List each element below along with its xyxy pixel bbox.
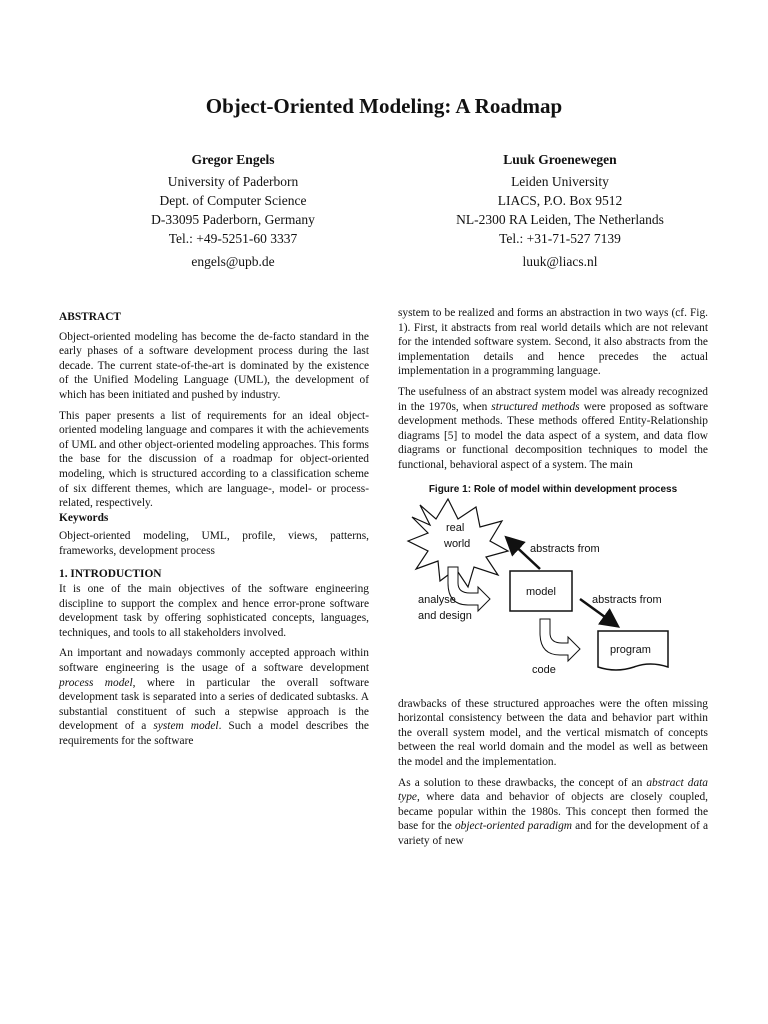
text-run: . Such a model describes the requirements for the software xyxy=(59,720,369,748)
author-block-1 xyxy=(83,150,383,271)
emphasis-text: object-oriented paradigm xyxy=(454,820,572,833)
author-affiliation-line: LIACS, P.O. Box 9512 xyxy=(497,193,623,208)
model-label: model xyxy=(526,586,556,599)
emphasis-text: abstract data type xyxy=(398,776,709,804)
left-column xyxy=(59,310,369,755)
text-run: , where data and behavior of objects are closely coupled, became popular within the 1980s. This concept then formed the base for the xyxy=(398,791,708,833)
author-block-2 xyxy=(410,150,710,271)
abstract-heading: ABSTRACT xyxy=(59,311,122,323)
text-run: An important and nowadays commonly accepted approach within software engineering is the usage of a software development xyxy=(59,647,369,675)
figure-1 xyxy=(398,483,708,683)
intro-paragraph: It is one of the main objectives of the software engineering discipline to support the complex and hence error-prone software development task by offering sophisticated concepts, languages, techniques, and tools to all stakeholders involved. xyxy=(59,583,369,639)
figure-caption: Figure 1: Role of model within development process xyxy=(428,483,678,495)
program-label: program xyxy=(610,644,651,657)
figure-diagram xyxy=(398,497,708,677)
keywords-text: Object-oriented modeling, UML, profile, views, patterns, frameworks, development process xyxy=(59,530,369,557)
code-arrow-icon xyxy=(540,619,580,661)
code-label: code xyxy=(532,664,556,677)
emphasis-text: process model xyxy=(59,676,133,689)
emphasis-text: structured methods xyxy=(491,400,580,413)
author-affiliation-line: University of Paderborn xyxy=(167,174,299,189)
world-label: world xyxy=(444,538,471,551)
text-run: The usefulness of an abstract system model was already recognized in the 1970s, when xyxy=(398,385,708,413)
body-paragraph: drawbacks of these structured approaches were the often missing horizontal consistency between the data and behavior part within the overall system model, and the vertical mismatch of concepts between the real world domain and the model as well as between the model and the implementation. xyxy=(398,697,708,768)
and-design-label: and design xyxy=(418,610,472,623)
author-name: Luuk Groenewegen xyxy=(503,152,617,167)
abstracts-from-top-label: abstracts from xyxy=(530,543,600,556)
paper-title: Object-Oriented Modeling: A Roadmap xyxy=(205,94,563,118)
right-column xyxy=(398,306,708,854)
real-label: real xyxy=(446,522,465,535)
section-heading-introduction: 1. INTRODUCTION xyxy=(59,567,162,580)
body-paragraph xyxy=(398,776,708,849)
emphasis-text: system model xyxy=(153,720,219,733)
text-run: As a solution to these drawbacks, the concept of an xyxy=(398,776,647,789)
abstract-paragraph: Object-oriented modeling has become the de-facto standard in the early phases of a software development process during the last decade. The current state-of-the-art is dominated by the existence of the Unified Modeling Language (UML), the development of which has been initiated and pushed by industry. xyxy=(59,330,369,401)
author-phone: Tel.: +31-71-527 7139 xyxy=(499,231,621,246)
author-email: engels@upb.de xyxy=(191,254,275,269)
intro-paragraph xyxy=(59,646,369,748)
author-affiliation-line: Dept. of Computer Science xyxy=(159,193,307,208)
abstracts-from-right-label: abstracts from xyxy=(592,594,662,607)
text-run: , where in particular the overall software development task is separated into a series of dedicated subtasks. A substantial constituent of such a stepwise approach is the development of a xyxy=(59,676,370,733)
author-affiliation-line: D-33095 Paderborn, Germany xyxy=(151,212,315,227)
author-affiliation-line: NL-2300 RA Leiden, The Netherlands xyxy=(456,212,664,227)
author-name: Gregor Engels xyxy=(191,152,275,167)
author-phone: Tel.: +49-5251-60 3337 xyxy=(168,231,298,246)
body-paragraph: system to be realized and forms an abstraction in two ways (cf. Fig. 1). First, it abstracts from real world details which are not relevant for the intended software system. Second, it also abstracts from the implementation details and hence precedes the actual implementation in a programming language. xyxy=(398,307,708,378)
text-run: were proposed as software development methods. These methods offered Entity-Relationship diagrams [5] to model the data aspect of a system, and data flow diagrams or functional decomposition techniques to model the functional, behavioral aspect of a system. The main xyxy=(398,400,709,471)
abstract-paragraph: This paper presents a list of requirements for an ideal object-oriented modeling language and compares it with the achievements of UML and other object-oriented modeling approaches. This forms the base for the discussion of a roadmap for object-oriented modeling, which is structured according to a classification scheme of six different themes, which are language-, model- or process-related, respectively. xyxy=(59,409,369,510)
author-email: luuk@liacs.nl xyxy=(522,254,598,269)
text-run: and for the development of a variety of new xyxy=(398,820,709,847)
analyse-label: analyse xyxy=(418,594,456,607)
keywords-heading: Keywords xyxy=(59,511,109,524)
body-paragraph xyxy=(398,385,708,473)
author-affiliation-line: Leiden University xyxy=(511,174,609,189)
